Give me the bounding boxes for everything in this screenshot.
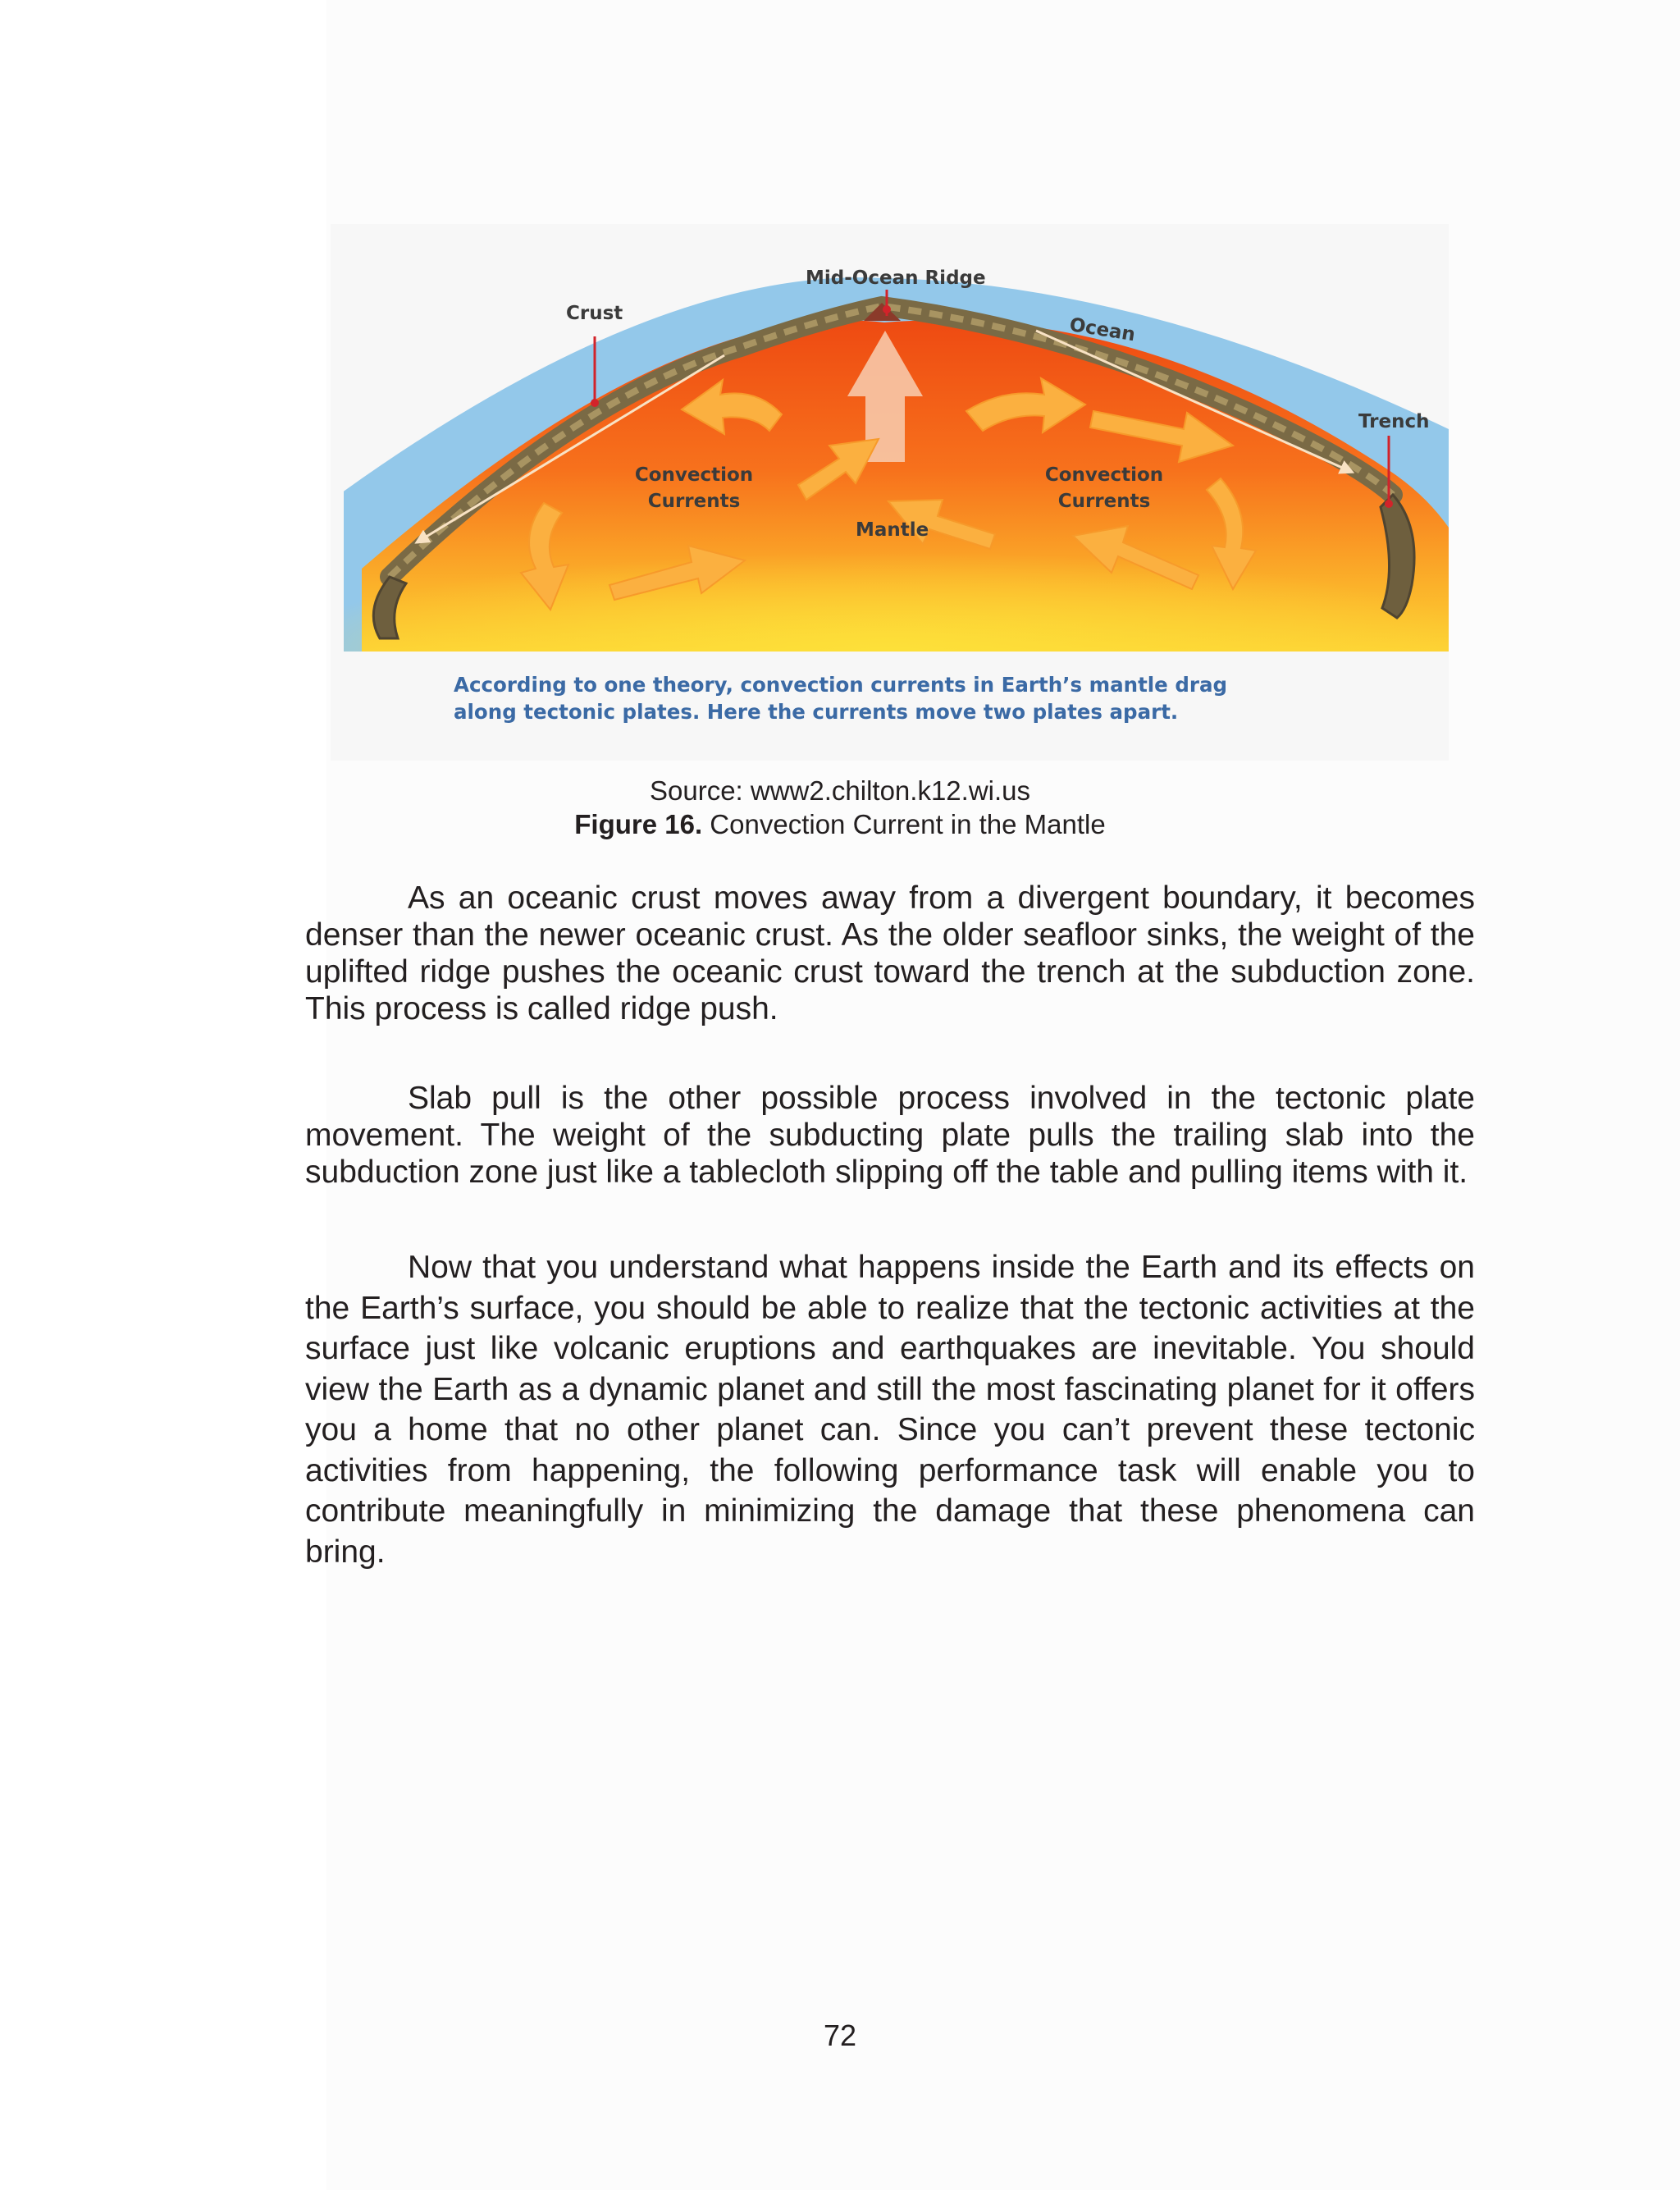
paragraph-conclusion: Now that you understand what happens inside the Earth and its effects on the Earth’s surface, you should be able to realize that the tectonic activities at the surface just like volcanic eruptions and earthquakes are inevitable. You should view the Earth as a dynamic planet and still the most fascinating planet for it offers you a home that no other planet can. Since you can’t prevent these tectonic activities from happening, the following performance task will enable you to contribute meaningfully in minimizing the damage that these phenomena can bring.	[305, 1250, 1475, 1570]
figure-title	[0, 809, 1680, 840]
convection-currents-right-label: Convection Currents	[1044, 464, 1164, 512]
mid-ocean-ridge-label: Mid-Ocean Ridge	[806, 267, 986, 289]
crust-label: Crust	[566, 303, 623, 324]
ocean-label: Ocean	[1067, 314, 1137, 346]
trench-label: Trench	[1358, 411, 1430, 432]
mantle-label: Mantle	[856, 519, 929, 541]
figure-number: Figure 16.	[574, 809, 703, 839]
convection-figure	[331, 224, 1449, 761]
convection-currents-left-label: Convection Currents	[634, 464, 754, 512]
paragraph-ridge-push: As an oceanic crust moves away from a divergent boundary, it becomes denser than the newer oceanic crust. As the older seafloor sinks, the weight of the uplifted ridge pushes the oceanic crust toward the trench at the subduction zone. This process is called ridge push.	[305, 880, 1475, 1026]
figure-inner-caption: According to one theory, convection currents in Earth’s mantle drag along tectonic plates. Here the currents move two plates apart.	[454, 673, 1228, 724]
page-number: 72	[823, 2019, 857, 2052]
figure-source: Source: www2.chilton.k12.wi.us	[649, 775, 1031, 806]
paragraph-slab-pull: Slab pull is the other possible process involved in the tectonic plate movement. The weight of the subducting plate pulls the trailing slab into the subduction zone just like a tablecloth slipping off the table and pulling items with it.	[305, 1081, 1475, 1190]
figure-title-text: Convection Current in the Mantle	[702, 809, 1106, 839]
